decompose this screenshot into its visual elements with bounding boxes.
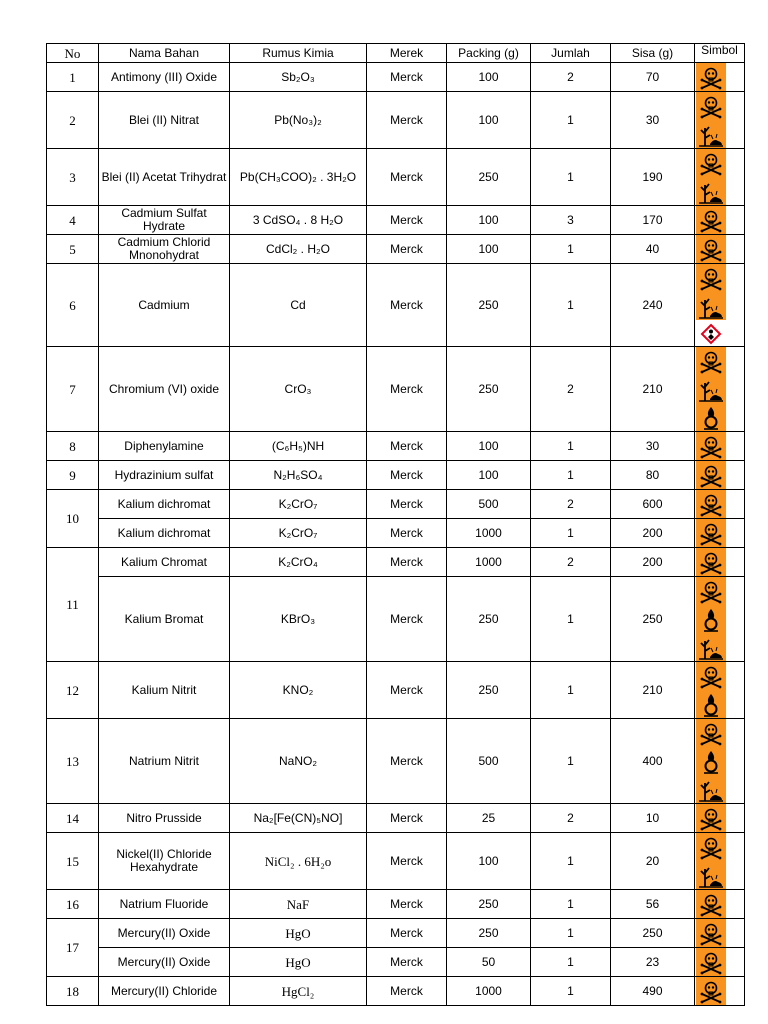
- cell-packing: 100: [447, 235, 531, 264]
- cell-merek: Merck: [367, 662, 447, 719]
- table-row: [47, 890, 745, 919]
- cell-jumlah: 2: [531, 347, 611, 432]
- cell-sisa: 20: [611, 833, 695, 890]
- cell-simbol: [695, 92, 745, 149]
- cell-rumus-kimia: K₂CrO₇: [230, 519, 367, 548]
- header-rumus-kimia: Rumus Kimia: [230, 44, 367, 63]
- cell-simbol: [695, 890, 745, 919]
- cell-simbol: [695, 577, 745, 662]
- cell-nama-bahan: Kalium dichromat: [99, 519, 230, 548]
- cell-sisa: 170: [611, 206, 695, 235]
- cell-merek: Merck: [367, 719, 447, 804]
- cell-simbol: [695, 833, 745, 890]
- table-row: [47, 432, 745, 461]
- hazard-symbols: [696, 577, 726, 661]
- cell-rumus-kimia: Na₂[Fe(CN)₅NO]: [230, 804, 367, 833]
- cell-jumlah: 1: [531, 461, 611, 490]
- cell-nama-bahan: Kalium Bromat: [99, 577, 230, 662]
- cell-jumlah: 1: [531, 833, 611, 890]
- cell-jumlah: 1: [531, 890, 611, 919]
- cell-rumus-kimia: KNO₂: [230, 662, 367, 719]
- cell-rumus-kimia: Pb(CH₃COO)₂ . 3H₂O: [230, 149, 367, 206]
- cell-simbol: [695, 347, 745, 432]
- cell-packing: 250: [447, 577, 531, 662]
- cell-nama-bahan: Cadmium Chlorid Mnonohydrat: [99, 235, 230, 264]
- cell-nama-bahan: Kalium dichromat: [99, 490, 230, 519]
- cell-merek: Merck: [367, 833, 447, 890]
- cell-rumus-kimia: (C₆H₅)NH: [230, 432, 367, 461]
- skull-icon: [696, 948, 726, 976]
- cell-simbol: [695, 719, 745, 804]
- cell-jumlah: 1: [531, 264, 611, 347]
- cell-no: 4: [47, 206, 99, 235]
- cell-simbol: [695, 662, 745, 719]
- cell-jumlah: 1: [531, 519, 611, 548]
- table-row: [47, 948, 745, 977]
- cell-simbol: [695, 264, 745, 347]
- cell-rumus-kimia: KBrO₃: [230, 577, 367, 662]
- hazard-symbols: [696, 919, 726, 947]
- skull-icon: [696, 92, 726, 120]
- cell-jumlah: 1: [531, 577, 611, 662]
- cell-merek: Merck: [367, 432, 447, 461]
- cell-sisa: 210: [611, 662, 695, 719]
- skull-icon: [696, 977, 726, 1005]
- cell-packing: 100: [447, 833, 531, 890]
- table-body: [47, 63, 745, 1006]
- cell-simbol: [695, 461, 745, 490]
- cell-jumlah: 3: [531, 206, 611, 235]
- environment-icon: [696, 292, 726, 320]
- cell-jumlah: 1: [531, 977, 611, 1006]
- cell-jumlah: 2: [531, 490, 611, 519]
- header-no: No: [47, 44, 99, 63]
- cell-nama-bahan: Kalium Chromat: [99, 548, 230, 577]
- cell-simbol: [695, 235, 745, 264]
- cell-no: 12: [47, 662, 99, 719]
- cell-no: 10: [47, 490, 99, 548]
- hazard-symbols: [696, 63, 726, 91]
- cell-packing: 500: [447, 719, 531, 804]
- skull-icon: [696, 235, 726, 263]
- cell-sisa: 70: [611, 63, 695, 92]
- environment-icon: [696, 633, 726, 661]
- environment-icon: [696, 177, 726, 205]
- cell-sisa: 210: [611, 347, 695, 432]
- cell-packing: 250: [447, 890, 531, 919]
- skull-icon: [696, 833, 726, 861]
- cell-jumlah: 1: [531, 432, 611, 461]
- cell-no: 18: [47, 977, 99, 1006]
- cell-sisa: 250: [611, 919, 695, 948]
- cell-packing: 1000: [447, 977, 531, 1006]
- cell-no: 15: [47, 833, 99, 890]
- hazard-symbols: [696, 149, 726, 205]
- cell-jumlah: 2: [531, 804, 611, 833]
- table-row: [47, 919, 745, 948]
- skull-icon: [696, 519, 726, 547]
- skull-icon: [696, 347, 726, 375]
- cell-rumus-kimia: HgO: [230, 948, 367, 977]
- hazard-symbols: [696, 432, 726, 460]
- cell-merek: Merck: [367, 890, 447, 919]
- table-row: [47, 548, 745, 577]
- cell-simbol: [695, 206, 745, 235]
- cell-jumlah: 2: [531, 63, 611, 92]
- cell-nama-bahan: Mercury(II) Oxide: [99, 948, 230, 977]
- header-simbol: Simbol: [695, 44, 745, 63]
- oxidizer-icon: [696, 605, 726, 633]
- cell-merek: Merck: [367, 577, 447, 662]
- hazard-symbols: [696, 977, 726, 1005]
- cell-no: 5: [47, 235, 99, 264]
- cell-merek: Merck: [367, 548, 447, 577]
- cell-no: 8: [47, 432, 99, 461]
- table-header-row: [47, 44, 745, 63]
- cell-sisa: 30: [611, 92, 695, 149]
- cell-rumus-kimia: NiCl₂ . 6H₂o: [230, 833, 367, 890]
- cell-simbol: [695, 519, 745, 548]
- table-row: [47, 977, 745, 1006]
- cell-nama-bahan: Natrium Fluoride: [99, 890, 230, 919]
- cell-nama-bahan: Antimony (III) Oxide: [99, 63, 230, 92]
- cell-jumlah: 1: [531, 919, 611, 948]
- skull-icon: [696, 432, 726, 460]
- cell-sisa: 400: [611, 719, 695, 804]
- cell-rumus-kimia: NaNO₂: [230, 719, 367, 804]
- hazard-symbols: [696, 235, 726, 263]
- cell-packing: 1000: [447, 548, 531, 577]
- cell-no: 11: [47, 548, 99, 662]
- cell-merek: Merck: [367, 919, 447, 948]
- cell-no: 9: [47, 461, 99, 490]
- cell-nama-bahan: Natrium Nitrit: [99, 719, 230, 804]
- table-row: [47, 719, 745, 804]
- header-sisa: Sisa (g): [611, 44, 695, 63]
- cell-nama-bahan: Diphenylamine: [99, 432, 230, 461]
- hazard-symbols: [696, 206, 726, 234]
- cell-nama-bahan: Chromium (VI) oxide: [99, 347, 230, 432]
- cell-packing: 1000: [447, 519, 531, 548]
- cell-sisa: 250: [611, 577, 695, 662]
- cell-rumus-kimia: NaF: [230, 890, 367, 919]
- skull-icon: [696, 662, 726, 690]
- cell-merek: Merck: [367, 264, 447, 347]
- hazard-symbols: [696, 347, 726, 431]
- hazard-symbols: [696, 804, 726, 832]
- cell-packing: 25: [447, 804, 531, 833]
- cell-sisa: 56: [611, 890, 695, 919]
- chemical-inventory-table: [46, 43, 745, 1006]
- environment-icon: [696, 775, 726, 803]
- skull-icon: [696, 919, 726, 947]
- cell-simbol: [695, 490, 745, 519]
- cell-sisa: 600: [611, 490, 695, 519]
- cell-no: 13: [47, 719, 99, 804]
- cell-packing: 100: [447, 63, 531, 92]
- table-row: [47, 490, 745, 519]
- table-row: [47, 519, 745, 548]
- cell-simbol: [695, 149, 745, 206]
- cell-merek: Merck: [367, 519, 447, 548]
- cell-nama-bahan: Blei (II) Nitrat: [99, 92, 230, 149]
- oxidizer-icon: [696, 747, 726, 775]
- cell-sisa: 190: [611, 149, 695, 206]
- cell-packing: 250: [447, 347, 531, 432]
- environment-icon: [696, 120, 726, 148]
- cell-rumus-kimia: K₂CrO₇: [230, 490, 367, 519]
- cell-packing: 100: [447, 92, 531, 149]
- cell-rumus-kimia: CdCl₂ . H₂O: [230, 235, 367, 264]
- cell-no: 14: [47, 804, 99, 833]
- oxidizer-icon: [696, 403, 726, 431]
- cell-merek: Merck: [367, 149, 447, 206]
- cell-merek: Merck: [367, 804, 447, 833]
- cell-packing: 250: [447, 919, 531, 948]
- hazard-symbols: [696, 461, 726, 489]
- skull-icon: [696, 804, 726, 832]
- cell-no: 1: [47, 63, 99, 92]
- cell-no: 17: [47, 919, 99, 977]
- cell-sisa: 240: [611, 264, 695, 347]
- skull-icon: [696, 548, 726, 576]
- cell-sisa: 200: [611, 519, 695, 548]
- cell-packing: 500: [447, 490, 531, 519]
- header-nama-bahan: Nama Bahan: [99, 44, 230, 63]
- cell-packing: 250: [447, 264, 531, 347]
- cell-sisa: 10: [611, 804, 695, 833]
- cell-jumlah: 1: [531, 948, 611, 977]
- skull-icon: [696, 149, 726, 177]
- cell-packing: 100: [447, 206, 531, 235]
- cell-rumus-kimia: K₂CrO₄: [230, 548, 367, 577]
- cell-merek: Merck: [367, 490, 447, 519]
- header-jumlah: Jumlah: [531, 44, 611, 63]
- table-row: [47, 206, 745, 235]
- skull-icon: [696, 206, 726, 234]
- table-row: [47, 235, 745, 264]
- cell-simbol: [695, 63, 745, 92]
- hazard-symbols: [696, 548, 726, 576]
- environment-icon: [696, 861, 726, 889]
- table-row: [47, 833, 745, 890]
- cell-no: 6: [47, 264, 99, 347]
- cell-simbol: [695, 948, 745, 977]
- cell-nama-bahan: Mercury(II) Oxide: [99, 919, 230, 948]
- cell-nama-bahan: Blei (II) Acetat Trihydrat: [99, 149, 230, 206]
- cell-jumlah: 1: [531, 662, 611, 719]
- cell-no: 2: [47, 92, 99, 149]
- cell-sisa: 23: [611, 948, 695, 977]
- cell-jumlah: 1: [531, 719, 611, 804]
- table-row: [47, 461, 745, 490]
- hazard-symbols: [696, 519, 726, 547]
- hazard-symbols: [696, 490, 726, 518]
- skull-icon: [696, 63, 726, 91]
- cell-jumlah: 1: [531, 92, 611, 149]
- cell-rumus-kimia: N₂H₆SO₄: [230, 461, 367, 490]
- table-row: [47, 347, 745, 432]
- cell-jumlah: 1: [531, 149, 611, 206]
- health-hazard-diamond-icon: [696, 320, 726, 346]
- cell-nama-bahan: Mercury(II) Chloride: [99, 977, 230, 1006]
- cell-rumus-kimia: Cd: [230, 264, 367, 347]
- cell-rumus-kimia: 3 CdSO₄ . 8 H₂O: [230, 206, 367, 235]
- cell-nama-bahan: Kalium Nitrit: [99, 662, 230, 719]
- cell-jumlah: 1: [531, 235, 611, 264]
- table-row: [47, 662, 745, 719]
- cell-rumus-kimia: Pb(No₃)₂: [230, 92, 367, 149]
- cell-merek: Merck: [367, 92, 447, 149]
- cell-rumus-kimia: Sb₂O₃: [230, 63, 367, 92]
- header-merek: Merek: [367, 44, 447, 63]
- skull-icon: [696, 577, 726, 605]
- table-row: [47, 577, 745, 662]
- hazard-symbols: [696, 662, 726, 718]
- cell-nama-bahan: Cadmium Sulfat Hydrate: [99, 206, 230, 235]
- cell-no: 7: [47, 347, 99, 432]
- hazard-symbols: [696, 890, 726, 918]
- cell-rumus-kimia: HgCl₂: [230, 977, 367, 1006]
- cell-no: 16: [47, 890, 99, 919]
- cell-merek: Merck: [367, 206, 447, 235]
- hazard-symbols: [696, 948, 726, 976]
- cell-simbol: [695, 919, 745, 948]
- oxidizer-icon: [696, 690, 726, 718]
- cell-nama-bahan: Nickel(II) Chloride Hexahydrate: [99, 833, 230, 890]
- hazard-symbols: [696, 92, 726, 148]
- cell-sisa: 490: [611, 977, 695, 1006]
- environment-icon: [696, 375, 726, 403]
- cell-nama-bahan: Hydrazinium sulfat: [99, 461, 230, 490]
- hazard-symbols: [696, 833, 726, 889]
- skull-icon: [696, 461, 726, 489]
- cell-sisa: 200: [611, 548, 695, 577]
- cell-packing: 100: [447, 461, 531, 490]
- cell-merek: Merck: [367, 461, 447, 490]
- skull-icon: [696, 719, 726, 747]
- hazard-symbols: [696, 719, 726, 803]
- header-packing: Packing (g): [447, 44, 531, 63]
- cell-jumlah: 2: [531, 548, 611, 577]
- cell-simbol: [695, 548, 745, 577]
- cell-packing: 250: [447, 662, 531, 719]
- cell-rumus-kimia: CrO₃: [230, 347, 367, 432]
- cell-packing: 100: [447, 432, 531, 461]
- cell-merek: Merck: [367, 948, 447, 977]
- cell-simbol: [695, 432, 745, 461]
- skull-icon: [696, 890, 726, 918]
- cell-merek: Merck: [367, 63, 447, 92]
- table-row: [47, 92, 745, 149]
- cell-no: 3: [47, 149, 99, 206]
- table-row: [47, 149, 745, 206]
- cell-packing: 250: [447, 149, 531, 206]
- cell-nama-bahan: Cadmium: [99, 264, 230, 347]
- table-row: [47, 63, 745, 92]
- cell-nama-bahan: Nitro Prusside: [99, 804, 230, 833]
- cell-simbol: [695, 804, 745, 833]
- cell-simbol: [695, 977, 745, 1006]
- cell-sisa: 80: [611, 461, 695, 490]
- cell-merek: Merck: [367, 347, 447, 432]
- skull-icon: [696, 264, 726, 292]
- cell-packing: 50: [447, 948, 531, 977]
- cell-merek: Merck: [367, 235, 447, 264]
- table-row: [47, 264, 745, 347]
- hazard-symbols: [696, 264, 726, 346]
- cell-sisa: 40: [611, 235, 695, 264]
- cell-sisa: 30: [611, 432, 695, 461]
- cell-rumus-kimia: HgO: [230, 919, 367, 948]
- skull-icon: [696, 490, 726, 518]
- cell-merek: Merck: [367, 977, 447, 1006]
- table-row: [47, 804, 745, 833]
